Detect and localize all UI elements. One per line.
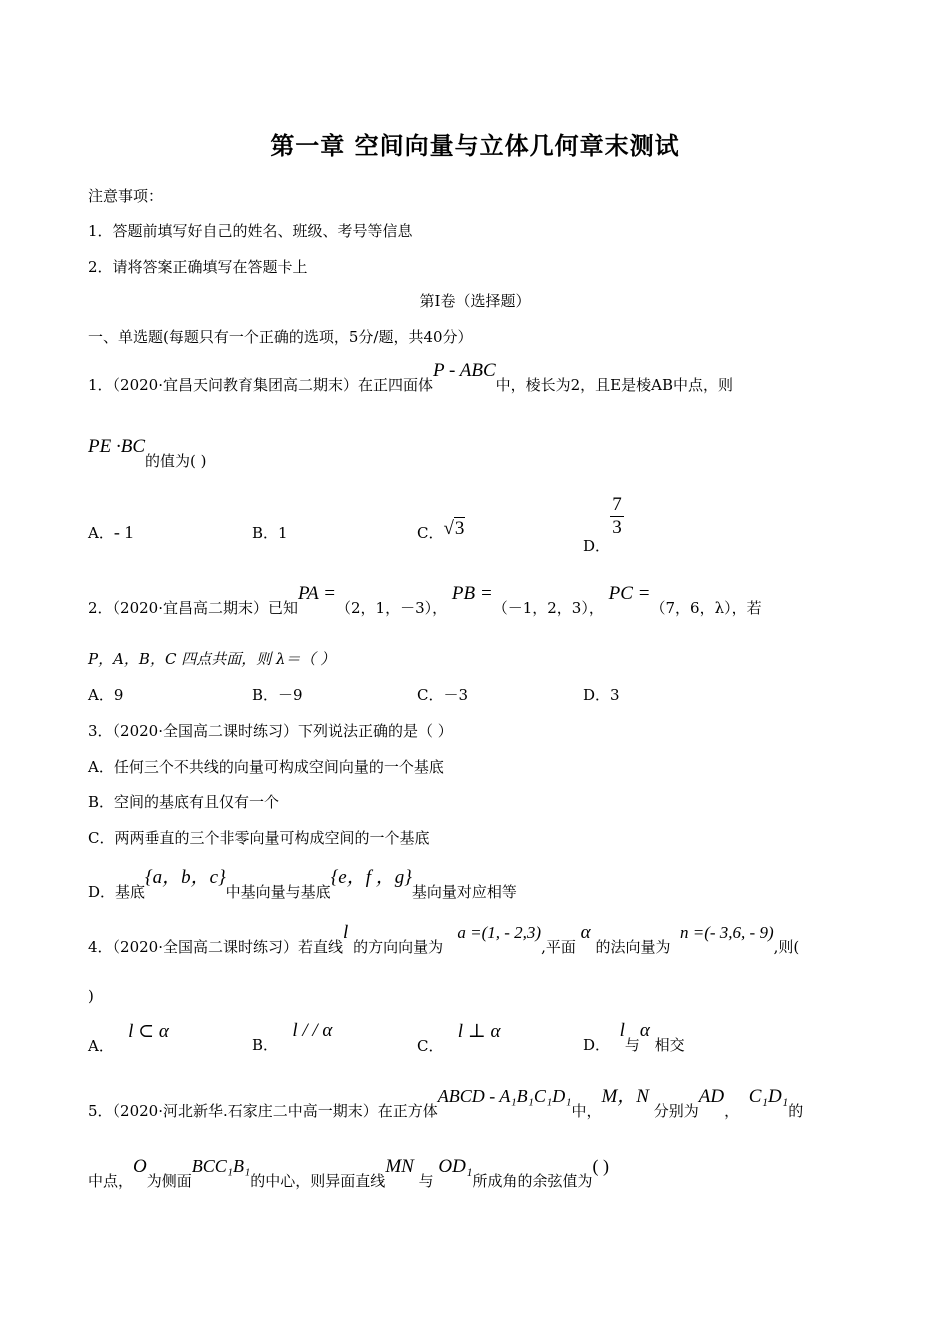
q2-option-b[interactable]: B．－9 [252, 686, 303, 704]
q5-face: BCC₁B₁ [191, 1156, 251, 1176]
q5-points-mn: M，N [601, 1086, 649, 1107]
q1-option-c-radicand: 3 [454, 518, 465, 539]
question-4-stem: 4．（2020·全国高二课时练习）若直线l 的方向向量为 a =(1, - 2,3),平面 α 的法向量为 n =(- 3,6, - 9),则( [88, 922, 800, 956]
q1-option-b[interactable]: B．1 [252, 524, 288, 542]
section-title: 第I卷（选择题） [419, 292, 531, 310]
question-2-stem: 2．（2020·宜昌高二期末）已知PA =（2，1，－3）， PB =（－1，2，3）， PC =（7，6，λ），若 [88, 583, 762, 617]
q3-option-c[interactable]: C．两两垂直的三个非零向量可构成空间的一个基底 [88, 829, 430, 847]
notice-item-2: 2．请将答案正确填写在答题卡上 [88, 258, 308, 276]
q4-option-c[interactable]: C． l ⊥ α [417, 1021, 501, 1055]
question-1-line2 [88, 436, 207, 472]
q5-edge-c1d1: C₁D₁ [748, 1086, 789, 1107]
question-4-line2: ) [88, 987, 94, 1005]
q4-option-b-math: l / / α [292, 1020, 333, 1041]
q1-option-d[interactable]: D． $\frac{7}{3}$ [583, 494, 624, 539]
q2-option-c[interactable]: C．－3 [417, 686, 469, 704]
sqrt-symbol: √3 [443, 518, 465, 539]
q4-option-b[interactable]: B． l / / α [252, 1020, 333, 1054]
q4-option-a[interactable]: A． l ⊂ α [88, 1021, 169, 1055]
q1-prefix: 1．（2020·宜昌天问教育集团高二期末）在正四面体 [88, 376, 433, 394]
q4-plane-alpha: α [580, 922, 591, 943]
question-5-stem: 5．（2020·河北新华.石家庄二中高一期末）在正方体ABCD - A₁B₁C₁D₁中，M，N 分别为AD， C₁D₁的 [88, 1086, 804, 1120]
q3-option-a[interactable]: A．任何三个不共线的向量可构成空间向量的一个基底 [88, 758, 444, 776]
question-3-stem: 3．（2020·全国高二课时练习）下列说法正确的是（ ） [88, 722, 453, 740]
q2-vector-pc: PC = [608, 583, 651, 604]
fraction-numerator: 7 [612, 494, 622, 515]
q4-vector-a: a =(1, - 2,3) [457, 923, 542, 942]
fraction-denominator: 3 [612, 517, 622, 538]
q3-basis-abc: {a，b，c} [145, 867, 226, 888]
q1-math-tetrahedron: P - ABC [433, 360, 496, 381]
q5-edge-ad: AD [698, 1086, 725, 1107]
q5-cube: ABCD - A₁B₁C₁D₁ [437, 1086, 572, 1106]
q5-answer-paren: ( ) [592, 1156, 609, 1176]
q4-option-d-l: l [619, 1020, 625, 1041]
q3-basis-efg: {e，f ，g} [330, 867, 412, 888]
q1-suffix: 中，棱长为2，且E是棱AB中点，则 [495, 376, 733, 394]
q5-point-o: O [133, 1156, 147, 1177]
q1-option-a[interactable]: A．- 1 [88, 522, 134, 542]
q2-vector-pa: PA = [298, 583, 336, 604]
notice-heading: 注意事项： [88, 187, 164, 205]
q4-option-a-math: l ⊂ α [128, 1021, 169, 1042]
q2-vector-pb: PB = [451, 583, 493, 604]
q4-line-l: l [343, 922, 349, 943]
q1-option-c[interactable]: C．√3 [417, 518, 465, 542]
question-1-stem [88, 360, 733, 396]
notice-item-1: 1．答题前填写好自己的姓名、班级、考号等信息 [88, 222, 413, 240]
question-5-line2: 中点，O为侧面BCC₁B₁的中心，则异面直线MN 与 OD₁所成角的余弦值为( ) [88, 1156, 609, 1190]
q2-option-d[interactable]: D．3 [583, 686, 620, 704]
q1-option-d-fraction [610, 494, 624, 539]
q1-line2-suffix: 的值为( ) [145, 452, 207, 470]
q3-option-b[interactable]: B．空间的基底有且仅有一个 [88, 793, 280, 811]
q5-line-mn: MN [385, 1156, 414, 1177]
q5-line-od1: OD₁ [438, 1156, 473, 1177]
q1-math-dot-product: PE ·BC [88, 436, 145, 457]
q3-option-d[interactable]: D．基底{a，b，c}中基向量与基底{e，f ，g}基向量对应相等 [88, 867, 517, 901]
q4-option-d[interactable]: D． l与α 相交 [583, 1020, 685, 1054]
part-heading: 一、单选题(每题只有一个正确的选项，5分/题，共40分） [88, 328, 473, 346]
page-title: 第一章 空间向量与立体几何章末测试 [270, 132, 680, 160]
q4-vector-n: n =(- 3,6, - 9) [680, 923, 774, 942]
q2-option-a[interactable]: A．9 [88, 686, 124, 704]
q1-option-a-value: - 1 [113, 522, 134, 542]
q4-option-d-alpha: α [639, 1020, 650, 1041]
question-2-line2: P，A，B，C 四点共面，则 λ＝（ ） [88, 650, 336, 668]
q4-option-c-math: l ⊥ α [457, 1021, 501, 1042]
